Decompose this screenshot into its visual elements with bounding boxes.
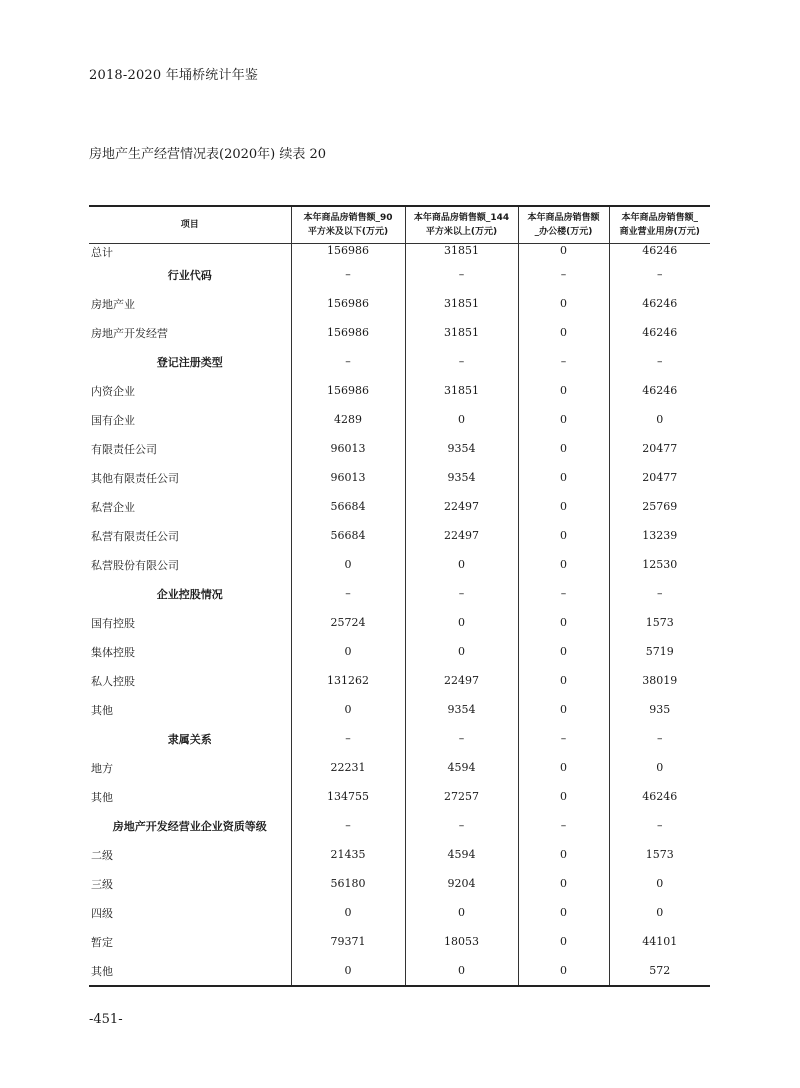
row-label: 其他 xyxy=(91,703,113,717)
table-cell: 156986 xyxy=(291,376,405,405)
table-cell: 0 xyxy=(609,405,710,434)
table-cell: 21435 xyxy=(291,840,405,869)
table-row xyxy=(89,898,710,927)
table-cell: – xyxy=(405,260,518,289)
table-row xyxy=(89,244,710,261)
column-header-line: 本年商品房销售额 xyxy=(527,213,600,223)
section-heading: 登记注册类型 xyxy=(156,355,223,369)
table-cell: 156986 xyxy=(291,318,405,347)
table-row xyxy=(89,579,710,608)
table-cell: 0 xyxy=(518,463,609,492)
table-row xyxy=(89,637,710,666)
table-cell: 46246 xyxy=(609,376,710,405)
column-header-item: 项目 xyxy=(89,206,291,244)
table-row xyxy=(89,782,710,811)
table-cell: 44101 xyxy=(609,927,710,956)
table-cell: 46246 xyxy=(609,289,710,318)
table-cell: 96013 xyxy=(291,463,405,492)
table-row xyxy=(89,869,710,898)
table-cell: 134755 xyxy=(291,782,405,811)
table-cell: 5719 xyxy=(609,637,710,666)
row-label: 其他有限责任公司 xyxy=(91,471,179,485)
table-cell: 46246 xyxy=(609,782,710,811)
row-label: 内资企业 xyxy=(91,384,135,398)
table-cell: – xyxy=(609,724,710,753)
table-header-row xyxy=(89,206,710,244)
table-row xyxy=(89,289,710,318)
table-cell: 9354 xyxy=(405,695,518,724)
table-cell: 0 xyxy=(518,956,609,986)
row-label: 二级 xyxy=(91,848,113,862)
table-cell: – xyxy=(291,811,405,840)
table-cell: – xyxy=(609,579,710,608)
table-cell: 935 xyxy=(609,695,710,724)
table-cell: 0 xyxy=(518,927,609,956)
table-cell: 9354 xyxy=(405,434,518,463)
table-cell: 22497 xyxy=(405,521,518,550)
column-header-line: 本年商品房销售额_144 xyxy=(413,213,510,223)
statistics-table xyxy=(89,205,710,987)
table-row xyxy=(89,260,710,289)
table-cell: 156986 xyxy=(291,289,405,318)
table-cell: – xyxy=(405,347,518,376)
table-cell: 46246 xyxy=(609,244,710,261)
table-cell: – xyxy=(518,260,609,289)
section-heading: 行业代码 xyxy=(167,268,212,282)
table-cell: 25769 xyxy=(609,492,710,521)
table-row xyxy=(89,550,710,579)
table-cell: 0 xyxy=(518,898,609,927)
page-number: -451- xyxy=(89,1012,123,1027)
column-header-sales-commercial xyxy=(609,206,710,244)
table-cell: 0 xyxy=(518,869,609,898)
table-cell: – xyxy=(518,811,609,840)
column-header-line: 平方米及以下(万元) xyxy=(307,227,389,237)
table-cell: 0 xyxy=(405,550,518,579)
table-cell: 4594 xyxy=(405,753,518,782)
table-cell: 0 xyxy=(291,550,405,579)
section-heading: 房地产开发经营业企业资质等级 xyxy=(112,819,267,833)
table-row xyxy=(89,608,710,637)
section-heading: 隶属关系 xyxy=(167,732,212,746)
table-cell: 0 xyxy=(405,956,518,986)
table-cell: 0 xyxy=(518,753,609,782)
table-row xyxy=(89,521,710,550)
table-caption: 房地产生产经营情况表(2020年) 续表 20 xyxy=(89,147,327,162)
row-label: 四级 xyxy=(91,906,113,920)
running-head: 2018-2020 年埇桥统计年鉴 xyxy=(89,68,259,83)
table-cell: 20477 xyxy=(609,463,710,492)
table-cell: 56684 xyxy=(291,521,405,550)
table-cell: 0 xyxy=(518,637,609,666)
table-cell: 0 xyxy=(405,898,518,927)
table-cell: 0 xyxy=(609,753,710,782)
table-cell: 0 xyxy=(609,898,710,927)
table-row xyxy=(89,724,710,753)
row-label: 三级 xyxy=(91,877,113,891)
table-cell: 46246 xyxy=(609,318,710,347)
section-heading: 企业控股情况 xyxy=(156,587,223,601)
table-cell: – xyxy=(405,579,518,608)
table-cell: 79371 xyxy=(291,927,405,956)
table-cell: 56684 xyxy=(291,492,405,521)
table-cell: 1573 xyxy=(609,840,710,869)
column-header-line: 商业营业用房(万元) xyxy=(619,227,700,237)
table-cell: 1573 xyxy=(609,608,710,637)
table-row xyxy=(89,434,710,463)
column-header-sales-office xyxy=(518,206,609,244)
table-cell: 20477 xyxy=(609,434,710,463)
table-cell: 0 xyxy=(518,376,609,405)
table-cell: 96013 xyxy=(291,434,405,463)
table-cell: 4594 xyxy=(405,840,518,869)
row-label: 地方 xyxy=(91,761,113,775)
table-row xyxy=(89,376,710,405)
row-label: 集体控股 xyxy=(91,645,135,659)
table-row xyxy=(89,318,710,347)
table-cell: 0 xyxy=(405,637,518,666)
table-cell: 0 xyxy=(291,898,405,927)
statistics-table-container xyxy=(89,205,710,987)
table-cell: 0 xyxy=(291,695,405,724)
column-header-sales-90sqm xyxy=(291,206,405,244)
table-cell: – xyxy=(291,724,405,753)
row-label: 房地产业 xyxy=(91,297,135,311)
row-label: 国有控股 xyxy=(91,616,135,630)
table-cell: 0 xyxy=(518,318,609,347)
row-label: 房地产开发经营 xyxy=(91,326,168,340)
table-row xyxy=(89,463,710,492)
row-label: 私营股份有限公司 xyxy=(91,558,179,572)
row-label: 私营企业 xyxy=(91,500,135,514)
table-cell: 22497 xyxy=(405,666,518,695)
table-cell: 9204 xyxy=(405,869,518,898)
table-cell: – xyxy=(291,260,405,289)
row-label: 总计 xyxy=(91,246,113,259)
table-cell: 31851 xyxy=(405,376,518,405)
row-label: 国有企业 xyxy=(91,413,135,427)
table-row xyxy=(89,840,710,869)
table-cell: 0 xyxy=(518,550,609,579)
table-cell: 0 xyxy=(518,521,609,550)
table-cell: – xyxy=(609,260,710,289)
column-header-line: 本年商品房销售额_ xyxy=(621,213,698,223)
table-cell: 31851 xyxy=(405,289,518,318)
table-cell: 0 xyxy=(291,956,405,986)
table-cell: 131262 xyxy=(291,666,405,695)
table-cell: 0 xyxy=(291,637,405,666)
table-cell: 12530 xyxy=(609,550,710,579)
table-cell: 22231 xyxy=(291,753,405,782)
table-cell: 0 xyxy=(405,405,518,434)
column-header-line: 平方米以上(万元) xyxy=(425,227,498,237)
table-row xyxy=(89,811,710,840)
table-row xyxy=(89,753,710,782)
table-cell: 0 xyxy=(518,695,609,724)
column-header-sales-144sqm xyxy=(405,206,518,244)
table-cell: 9354 xyxy=(405,463,518,492)
table-body xyxy=(89,244,710,987)
table-cell: – xyxy=(405,724,518,753)
table-cell: 0 xyxy=(518,289,609,318)
table-cell: 0 xyxy=(518,434,609,463)
table-cell: – xyxy=(291,579,405,608)
table-cell: 0 xyxy=(518,244,609,261)
table-cell: 38019 xyxy=(609,666,710,695)
table-cell: 0 xyxy=(518,608,609,637)
table-cell: 0 xyxy=(609,869,710,898)
row-label: 私营有限责任公司 xyxy=(91,529,179,543)
table-cell: 156986 xyxy=(291,244,405,261)
table-cell: 0 xyxy=(518,840,609,869)
table-cell: 0 xyxy=(405,608,518,637)
table-cell: 572 xyxy=(609,956,710,986)
table-row xyxy=(89,927,710,956)
table-row xyxy=(89,492,710,521)
table-cell: 31851 xyxy=(405,244,518,261)
table-cell: – xyxy=(518,724,609,753)
table-row xyxy=(89,347,710,376)
table-row xyxy=(89,956,710,986)
table-cell: – xyxy=(291,347,405,376)
table-row xyxy=(89,666,710,695)
table-row xyxy=(89,695,710,724)
table-cell: 0 xyxy=(518,405,609,434)
table-cell: – xyxy=(518,347,609,376)
table-cell: 0 xyxy=(518,492,609,521)
row-label: 其他 xyxy=(91,790,113,804)
table-cell: – xyxy=(518,579,609,608)
table-cell: 4289 xyxy=(291,405,405,434)
table-cell: – xyxy=(609,811,710,840)
table-row xyxy=(89,405,710,434)
table-cell: 56180 xyxy=(291,869,405,898)
table-cell: 27257 xyxy=(405,782,518,811)
table-cell: – xyxy=(405,811,518,840)
table-cell: 22497 xyxy=(405,492,518,521)
row-label: 有限责任公司 xyxy=(91,442,157,456)
table-cell: 13239 xyxy=(609,521,710,550)
row-label: 私人控股 xyxy=(91,674,135,688)
table-cell: – xyxy=(609,347,710,376)
column-header-line: _办公楼(万元) xyxy=(534,227,593,237)
table-cell: 25724 xyxy=(291,608,405,637)
table-cell: 0 xyxy=(518,666,609,695)
row-label: 其他 xyxy=(89,956,291,986)
column-header-line: 本年商品房销售额_90 xyxy=(303,213,393,223)
table-cell: 0 xyxy=(518,782,609,811)
table-cell: 18053 xyxy=(405,927,518,956)
row-label: 暂定 xyxy=(91,935,113,949)
table-cell: 31851 xyxy=(405,318,518,347)
